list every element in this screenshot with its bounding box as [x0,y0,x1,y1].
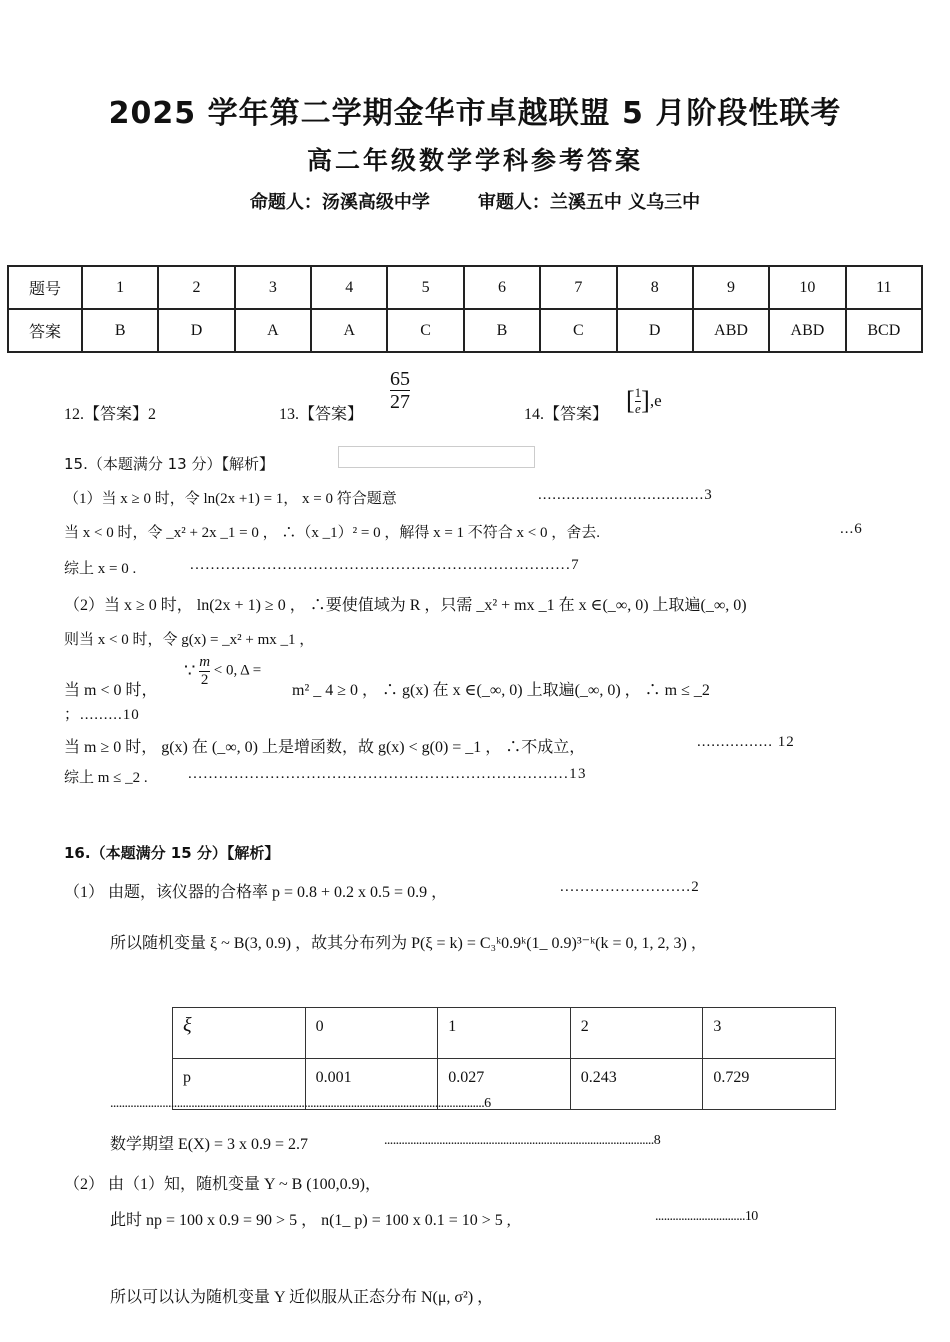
q15-line2: 当 x < 0 时，令 _x² + 2x _1 = 0 ， ∴（x _1）² = 0 ，解得 x = 1 不符合 x < 0 ，舍去. [64,525,601,541]
q15-line4: （2）当 x ≥ 0 时， ln(2x + 1) ≥ 0 ， ∴要使值域为 R ，只需 _x² + mx _1 在 x ∈(_∞, 0) 上取遍(_∞, 0) [64,597,747,614]
answer-cell: D [617,309,693,352]
distribution-table [172,1007,836,1110]
p-value: 0.027 [438,1059,571,1110]
q15-line1-score: ...................................3 [538,487,713,503]
xi-value: 1 [438,1008,571,1059]
q16-line7: 所以可以认为随机变量 Y 近似服从正态分布 N(μ, σ²) ， [110,1289,494,1306]
authors-line [0,188,950,214]
question-number: 5 [387,266,463,309]
q12-label: 12.【答案】 [64,406,149,423]
q15-line9-score: ..........................................................................13 [188,766,587,782]
q16-line1-score: ..........................2 [560,879,701,895]
q14-numerator: 1 [634,385,642,401]
q15-heading: 15.（本题满分 13 分）【解析】 [64,455,274,473]
condition-mid: < 0, Δ = [213,662,262,679]
q15-line8: 当 m ≥ 0 时， g(x) 在 (_∞, 0) 上是增函数，故 g(x) < g(0) = _1 ， ∴不成立， [64,739,586,756]
q12-answer [64,401,156,424]
two-denominator: 2 [200,671,209,688]
question-number: 9 [693,266,769,309]
distribution-header-row [173,1008,836,1059]
q16-line5: （2） 由（1）知，随机变量 Y ~ B (100,0.9)， [64,1176,381,1193]
q15-line8-score: ................ 12 [697,734,795,750]
q15-line2-score: ...6 [840,521,863,537]
q15-line7: ；.........10 [64,707,140,723]
question-number: 6 [464,266,540,309]
q12-value: 2 [148,406,157,423]
q16-line6: 此时 np = 100 x 0.9 = 90 > 5 ， n(1_ p) = 100 x 0.1 = 10 > 5 , [110,1212,511,1229]
q13-label: 13.【答案】 [279,406,364,423]
q15-line1: （1）当 x ≥ 0 时，令 ln(2x +1) = 1， x = 0 符合题意 [64,491,397,507]
q14-tail: ,e [649,391,662,410]
question-number: 8 [617,266,693,309]
q15-line6a: 当 m < 0 时， [64,682,158,699]
answer-cell: ABD [693,309,769,352]
q16-line4-score: .............................................................................................8 [384,1133,661,1148]
q15-line3: 综上 x = 0 . [64,561,137,577]
question-number: 1 [82,266,158,309]
q13-fraction [390,368,410,413]
question-number: 7 [540,266,616,309]
q14-interval: [ $\frac{1}{e}$ ],e [626,385,662,416]
question-number: 10 [769,266,845,309]
q14-denominator: e [635,400,641,416]
q16-line6-score: ...............................10 [655,1209,758,1224]
xi-value: 2 [570,1008,703,1059]
xi-value: 3 [703,1008,836,1059]
answer-table [7,265,923,353]
answer-cell: C [387,309,463,352]
document-title: 2025 学年第二学期金华市卓越联盟 5 月阶段性联考 [108,96,842,131]
answer-cell: A [311,309,387,352]
answer-cell: B [82,309,158,352]
q15-condition [184,654,261,688]
q15-line3-score: ..........................................................................7 [190,557,580,573]
q16-line1: （1） 由题，该仪器的合格率 p = 0.8 + 0.2 x 0.5 = 0.9 ， [64,884,448,901]
q16-heading: 16.（本题满分 15 分）【解析】 [64,844,280,862]
answer-cell: BCD [846,309,922,352]
answer-cell: C [540,309,616,352]
question-number: 4 [311,266,387,309]
question-number: 3 [235,266,311,309]
answer-header: 答案 [8,309,82,352]
answer-cell: B [464,309,540,352]
because-symbol: ∵ [184,660,196,681]
p-value: 0.729 [703,1059,836,1110]
answer-cell: D [158,309,234,352]
q14-label: 14.【答案】 [524,406,609,423]
q16-line4: 数学期望 E(X) = 3 x 0.9 = 2.7 [110,1136,309,1153]
number-header: 题号 [8,266,82,309]
q16-line2: 所以随机变量 ξ ~ B(3, 0.9) ，故其分布列为 P(ξ = k) = C₃ᵏ0.9ᵏ(1_ 0.9)³⁻ᵏ(k = 0, 1, 2, 3) ， [110,935,707,952]
author-label: 命题人：汤溪高级中学 [249,192,430,213]
q13-denominator: 27 [390,391,410,413]
answer-table-number-row [8,266,922,309]
p-value: 0.001 [305,1059,438,1110]
xi-value: 0 [305,1008,438,1059]
blank-box [338,446,535,468]
p-value: 0.243 [570,1059,703,1110]
q15-line6b: m² _ 4 ≥ 0 ， ∴ g(x) 在 x ∈(_∞, 0) 上取遍(_∞, 0) ， ∴ m ≤ _2 [292,682,710,699]
answer-table-answer-row [8,309,922,352]
m-numerator: m [199,654,211,670]
question-number: 2 [158,266,234,309]
reviewer-label: 审题人：兰溪五中 义乌三中 [477,192,701,213]
q15-line9: 综上 m ≤ _2 . [64,770,148,786]
answer-cell: A [235,309,311,352]
xi-header: ξ [173,1008,306,1059]
q16-line3-score: .................................................................................................................................6 [110,1096,491,1111]
answer-cell: ABD [769,309,845,352]
q15-line5: 则当 x < 0 时，令 g(x) = _x² + mx _1 ， [64,632,315,648]
q13-numerator: 65 [390,368,410,390]
document-subtitle: 高二年级数学学科参考答案 [306,146,643,175]
p-header: p [173,1059,306,1110]
question-number: 11 [846,266,922,309]
